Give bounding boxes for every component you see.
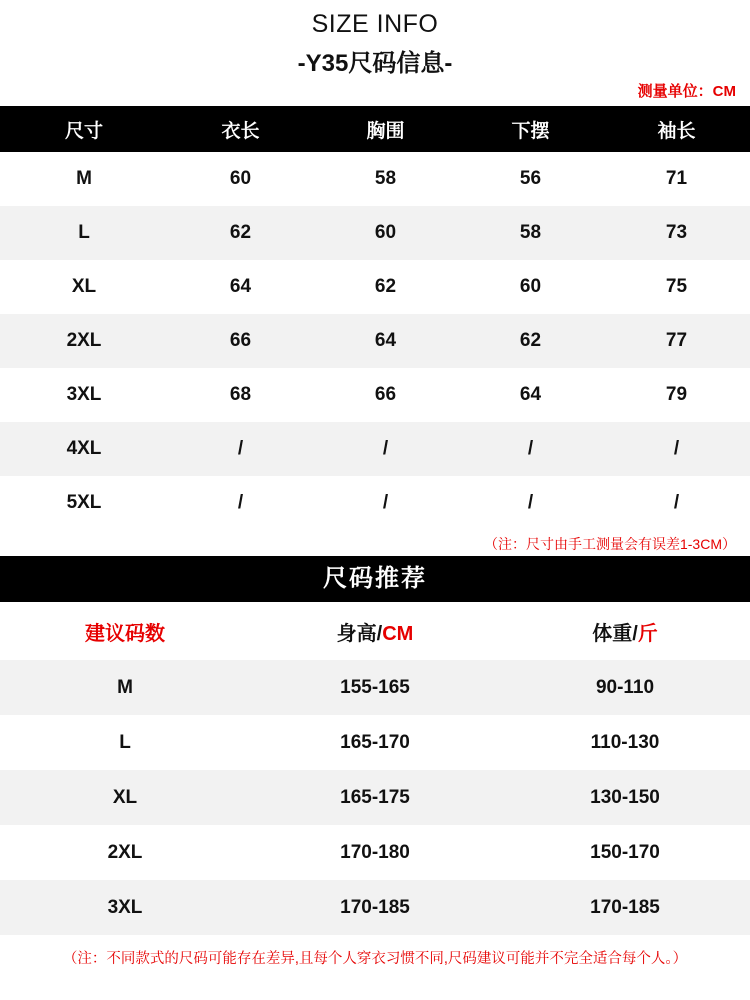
measurement-unit-note: 测量单位：CM xyxy=(637,83,736,100)
cell-weight: 110-130 xyxy=(500,715,750,770)
cell-size: 2XL xyxy=(0,825,250,880)
cell-sleeve: / xyxy=(603,422,750,476)
size-recommendation-table xyxy=(0,602,750,935)
table-row xyxy=(0,260,750,314)
column-header-suggested-size: 建议码数 xyxy=(0,602,250,660)
cell-length: 62 xyxy=(168,206,313,260)
cell-size: L xyxy=(0,206,168,260)
weight-unit: 斤 xyxy=(637,622,658,645)
cell-length: 60 xyxy=(168,152,313,206)
column-header-length: 衣长 xyxy=(168,106,313,152)
cell-weight: 170-185 xyxy=(500,880,750,935)
manual-measurement-note: （注：尺寸由手工测量会有误差1-3CM） xyxy=(483,536,736,552)
cell-hem: / xyxy=(458,476,603,530)
table-row xyxy=(0,368,750,422)
column-header-bust: 胸围 xyxy=(313,106,458,152)
column-header-height xyxy=(250,602,500,660)
table-row xyxy=(0,660,750,715)
cell-length: 66 xyxy=(168,314,313,368)
cell-weight: 130-150 xyxy=(500,770,750,825)
cell-bust: 62 xyxy=(313,260,458,314)
table-row xyxy=(0,715,750,770)
cell-size: 4XL xyxy=(0,422,168,476)
cell-bust: 64 xyxy=(313,314,458,368)
table-row xyxy=(0,422,750,476)
table-row xyxy=(0,206,750,260)
column-header-sleeve: 袖长 xyxy=(603,106,750,152)
size-measurement-table xyxy=(0,106,750,530)
cell-size: 3XL xyxy=(0,880,250,935)
cell-sleeve: 79 xyxy=(603,368,750,422)
cell-height: 165-170 xyxy=(250,715,500,770)
table-row xyxy=(0,770,750,825)
cell-size: L xyxy=(0,715,250,770)
cell-length: / xyxy=(168,476,313,530)
cell-size: 2XL xyxy=(0,314,168,368)
cell-length: / xyxy=(168,422,313,476)
cell-hem: 58 xyxy=(458,206,603,260)
cell-sleeve: / xyxy=(603,476,750,530)
page-title-english: SIZE INFO xyxy=(311,10,439,38)
weight-label: 体重/ xyxy=(592,622,638,645)
cell-hem: 56 xyxy=(458,152,603,206)
table-row xyxy=(0,314,750,368)
cell-hem: 62 xyxy=(458,314,603,368)
cell-size: XL xyxy=(0,770,250,825)
cell-size: 5XL xyxy=(0,476,168,530)
height-label: 身高/ xyxy=(336,622,383,645)
cell-sleeve: 77 xyxy=(603,314,750,368)
cell-hem: 60 xyxy=(458,260,603,314)
cell-size: XL xyxy=(0,260,168,314)
table-row xyxy=(0,880,750,935)
cell-sleeve: 75 xyxy=(603,260,750,314)
cell-bust: / xyxy=(313,476,458,530)
cell-height: 170-180 xyxy=(250,825,500,880)
table-row xyxy=(0,825,750,880)
cell-size: M xyxy=(0,152,168,206)
column-header-weight xyxy=(500,602,750,660)
cell-height: 170-185 xyxy=(250,880,500,935)
column-header-size: 尺寸 xyxy=(0,106,168,152)
table-row xyxy=(0,152,750,206)
cell-size: 3XL xyxy=(0,368,168,422)
cell-length: 68 xyxy=(168,368,313,422)
table-row xyxy=(0,476,750,530)
height-unit: CM xyxy=(382,622,414,645)
cell-bust: 66 xyxy=(313,368,458,422)
cell-size: M xyxy=(0,660,250,715)
cell-hem: 64 xyxy=(458,368,603,422)
cell-length: 64 xyxy=(168,260,313,314)
recommend-header-row xyxy=(0,602,750,660)
cell-bust: 60 xyxy=(313,206,458,260)
cell-bust: / xyxy=(313,422,458,476)
cell-sleeve: 71 xyxy=(603,152,750,206)
size-recommendation-banner: 尺码推荐 xyxy=(0,556,750,602)
column-header-hem: 下摆 xyxy=(458,106,603,152)
cell-bust: 58 xyxy=(313,152,458,206)
size-disclaimer-note: （注：不同款式的尺码可能存在差异,且每个人穿衣习惯不同,尺码建议可能并不完全适合每个人。） xyxy=(62,951,688,967)
cell-weight: 90-110 xyxy=(500,660,750,715)
cell-hem: / xyxy=(458,422,603,476)
page-title-chinese: -Y35尺码信息- xyxy=(297,50,453,77)
table-header-row xyxy=(0,106,750,152)
cell-weight: 150-170 xyxy=(500,825,750,880)
cell-sleeve: 73 xyxy=(603,206,750,260)
cell-height: 155-165 xyxy=(250,660,500,715)
cell-height: 165-175 xyxy=(250,770,500,825)
